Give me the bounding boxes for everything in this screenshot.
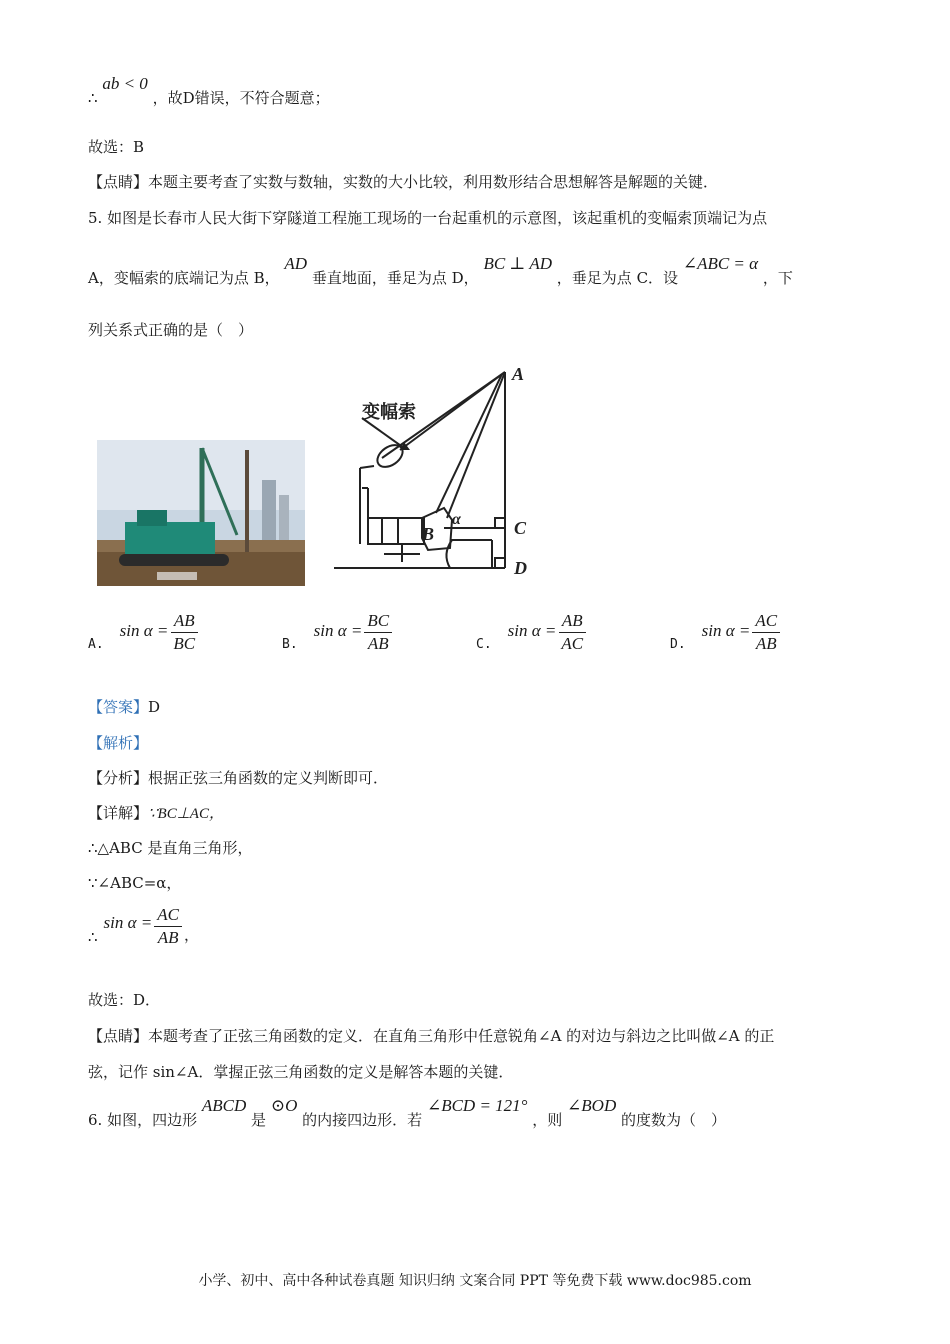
- point-a-label: A: [512, 364, 525, 384]
- point-d-label: D: [514, 558, 527, 578]
- footer-text: 小学、初中、高中各种试卷真题 知识归纳 文案合同 PPT 等免费下载 www.doc985.com: [198, 1273, 752, 1289]
- crane-photo: [97, 440, 305, 586]
- point-b-label: B: [422, 524, 435, 544]
- option-b[interactable]: B. sin α = $\frac{BC}{AB}$: [282, 610, 394, 655]
- option-c[interactable]: C. sin α = $\frac{AB}{AC}$: [476, 610, 588, 655]
- q6-line: 6. 如图，四边形 ABCD 是 ⊙O 的内接四边形．若 ∠BCD = 121° ，则 ∠BOD 的度数为（ ）: [88, 1096, 727, 1129]
- detail-line-3: ∵∠ABC=α，: [88, 874, 182, 892]
- cable-label: 变幅索: [362, 402, 416, 423]
- detail-line-4: ∴ sin α = $\frac{AC}{AB}$ ，: [88, 905, 200, 947]
- q5-choice: 故选：D．: [88, 991, 161, 1009]
- prev-comment: 【点睛】本题主要考查了实数与数轴，实数的大小比较，利用数形结合思想解答是解题的关键．: [88, 173, 719, 191]
- detail-line-2: ∴△ABC 是直角三角形，: [88, 839, 253, 857]
- prev-choice: 故选：B: [88, 138, 145, 156]
- q5-line3: 列关系式正确的是（ ）: [88, 321, 254, 339]
- q5-comment-2: 弦，记作 sin∠A．掌握正弦三角函数的定义是解答本题的关键．: [88, 1063, 514, 1081]
- top-line: ∴ ab < 0 ，故D错误，不符合题意；: [88, 74, 330, 107]
- analysis-tag: 【解析】: [88, 734, 149, 752]
- answer-line: 【答案】D: [88, 698, 161, 716]
- option-a[interactable]: A. sin α = $\frac{AB}{BC}$: [88, 610, 200, 655]
- q5-comment-1: 【点睛】本题考查了正弦三角函数的定义．在直角三角形中任意锐角∠A 的对边与斜边之比叫做∠A 的正: [88, 1027, 775, 1045]
- fenxi-line: 【分析】根据正弦三角函数的定义判断即可．: [88, 769, 389, 787]
- q5-line1: 5. 如图是长春市人民大街下穿隧道工程施工现场的一台起重机的示意图，该起重机的变幅索顶端记为点: [88, 209, 768, 227]
- point-c-label: C: [514, 518, 527, 538]
- q5-line2: A，变幅索的底端记为点 B， AD 垂直地面，垂足为点 D， BC ⊥ AD ，垂足为点 C．设 ∠ABC = α ，下: [88, 254, 793, 287]
- option-d[interactable]: D. sin α = $\frac{AC}{AB}$: [670, 610, 782, 655]
- detail-line-1: 【详解】∵BC⊥AC，: [88, 804, 224, 822]
- crane-diagram: [332, 358, 542, 580]
- alpha-label: α: [452, 511, 461, 528]
- condition-math: ab < 0: [102, 74, 148, 93]
